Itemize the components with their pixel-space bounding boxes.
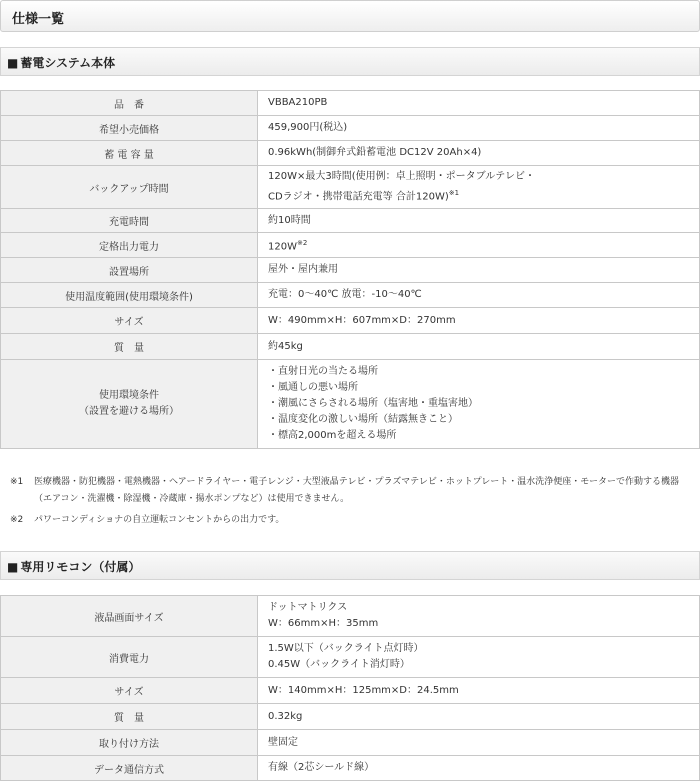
spec-label: 設置場所 <box>1 258 258 283</box>
section-header-main-unit <box>0 47 700 76</box>
spec-row <box>1 678 700 704</box>
value-line: ドットマトリクス <box>268 602 348 613</box>
spec-label: 定格出力電力 <box>1 233 258 258</box>
spec-label: データ通信方式 <box>1 756 258 781</box>
spec-label: 品 番 <box>1 91 258 116</box>
spec-row <box>1 91 700 116</box>
spec-row <box>1 704 700 730</box>
value-line: 充電：0～40℃ 放電：-10～40℃ <box>268 289 422 300</box>
value-line: 約10時間 <box>268 214 311 226</box>
spec-row <box>1 258 700 283</box>
value-line: 有線（2芯シールド線） <box>268 762 375 773</box>
value-line: 壁固定 <box>268 736 298 748</box>
spec-row <box>1 166 700 209</box>
spec-value <box>258 334 700 360</box>
spec-row <box>1 233 700 258</box>
value-line: VBBA210PB <box>268 97 328 108</box>
spec-label: 質 量 <box>1 334 258 360</box>
page-title: 仕様一覧 <box>12 12 65 27</box>
value-line: CDラジオ・携帯電話充電等 合計120W) <box>268 191 449 203</box>
value-line: 0.96kWh(制御弁式鉛蓄電池 DC12V 20Ah×4) <box>268 147 482 158</box>
footnote-1 <box>10 474 690 508</box>
spec-row <box>1 116 700 141</box>
spec-row <box>1 596 700 637</box>
value-line: ・温度変化の激しい場所（結露無きこと） <box>268 414 458 425</box>
value-line: ・直射日光の当たる場所 <box>268 366 378 377</box>
spec-row <box>1 730 700 756</box>
footnote-mark: ※2 <box>10 515 24 525</box>
value-line: W：66mm×H：35mm <box>268 618 379 629</box>
spec-row <box>1 360 700 449</box>
footnote-mark: ※1 <box>10 477 24 487</box>
spec-table-remote <box>0 595 700 781</box>
value-line: 120W×最大3時間(使用例：卓上照明・ポータブルテレビ・ <box>268 170 536 182</box>
spec-value <box>258 704 700 730</box>
spec-label: 希望小売価格 <box>1 116 258 141</box>
page-title-bar <box>0 0 700 32</box>
spec-value <box>258 91 700 116</box>
spec-value <box>258 678 700 704</box>
spec-row <box>1 334 700 360</box>
footnote-ref: ※2 <box>296 238 308 247</box>
spec-row <box>1 637 700 678</box>
spec-label: 充電時間 <box>1 209 258 233</box>
value-line: ・標高2,000mを超える場所 <box>268 430 397 441</box>
section-title: ■ 専用リモコン（付属） <box>7 558 140 575</box>
spec-row <box>1 308 700 334</box>
spec-value <box>258 308 700 334</box>
spec-row <box>1 209 700 233</box>
spec-table-main-unit <box>0 90 700 449</box>
spec-value <box>258 283 700 308</box>
spec-label: サイズ <box>1 308 258 334</box>
spec-label: 取り付け方法 <box>1 730 258 756</box>
value-line: 459,900円(税込) <box>268 122 348 133</box>
value-line: W：490mm×H：607mm×D：270mm <box>268 314 456 326</box>
spec-label: 消費電力 <box>1 637 258 678</box>
spec-label: 使用環境条件 （設置を避ける場所） <box>1 360 258 449</box>
spec-value <box>258 209 700 233</box>
spec-row <box>1 756 700 781</box>
spec-row <box>1 141 700 166</box>
value-line: 120W <box>268 241 297 253</box>
spec-label: バックアップ時間 <box>1 166 258 209</box>
footnote-2 <box>10 512 690 529</box>
section-title: ■ 蓄電システム本体 <box>7 54 115 71</box>
footnote-ref: ※1 <box>448 188 460 197</box>
spec-row <box>1 283 700 308</box>
spec-label: 使用温度範囲(使用環境条件) <box>1 283 258 308</box>
spec-label: 液晶画面サイズ <box>1 596 258 637</box>
value-line: W：140mm×H：125mm×D：24.5mm <box>268 684 459 696</box>
spec-label: 蓄 電 容 量 <box>1 141 258 166</box>
footnote-text: 医療機器・防犯機器・電熱機器・ヘアードライヤー・電子レンジ・大型液晶テレビ・プラズマテレビ・ホットプレート・温水洗浄便座・モーターで作動する機器（エアコン・洗濯機・除湿機・冷蔵庫・揚水ポンプなど）は使用できません。 <box>34 477 679 504</box>
spec-value <box>258 258 700 283</box>
footnote-text: パワーコンディショナの自立運転コンセントからの出力です。 <box>34 515 285 525</box>
value-line: 1.5W以下（バックライト点灯時） <box>268 643 424 654</box>
value-line: 屋外・屋内兼用 <box>268 264 338 275</box>
spec-value <box>258 730 700 756</box>
spec-value <box>258 166 700 209</box>
spec-value <box>258 637 700 678</box>
value-line: 0.45W（バックライト消灯時） <box>268 659 410 670</box>
spec-label: サイズ <box>1 678 258 704</box>
value-line: 約45kg <box>268 340 303 352</box>
spec-value <box>258 596 700 637</box>
value-line: ・風通しの悪い場所 <box>268 382 358 393</box>
spec-value <box>258 233 700 258</box>
spec-value <box>258 756 700 781</box>
spec-label: 質 量 <box>1 704 258 730</box>
spec-value <box>258 116 700 141</box>
value-line: 0.32kg <box>268 710 303 722</box>
spec-value <box>258 360 700 449</box>
section-header-remote <box>0 551 700 580</box>
spec-value <box>258 141 700 166</box>
value-line: ・潮風にさらされる場所（塩害地・重塩害地） <box>268 398 478 409</box>
